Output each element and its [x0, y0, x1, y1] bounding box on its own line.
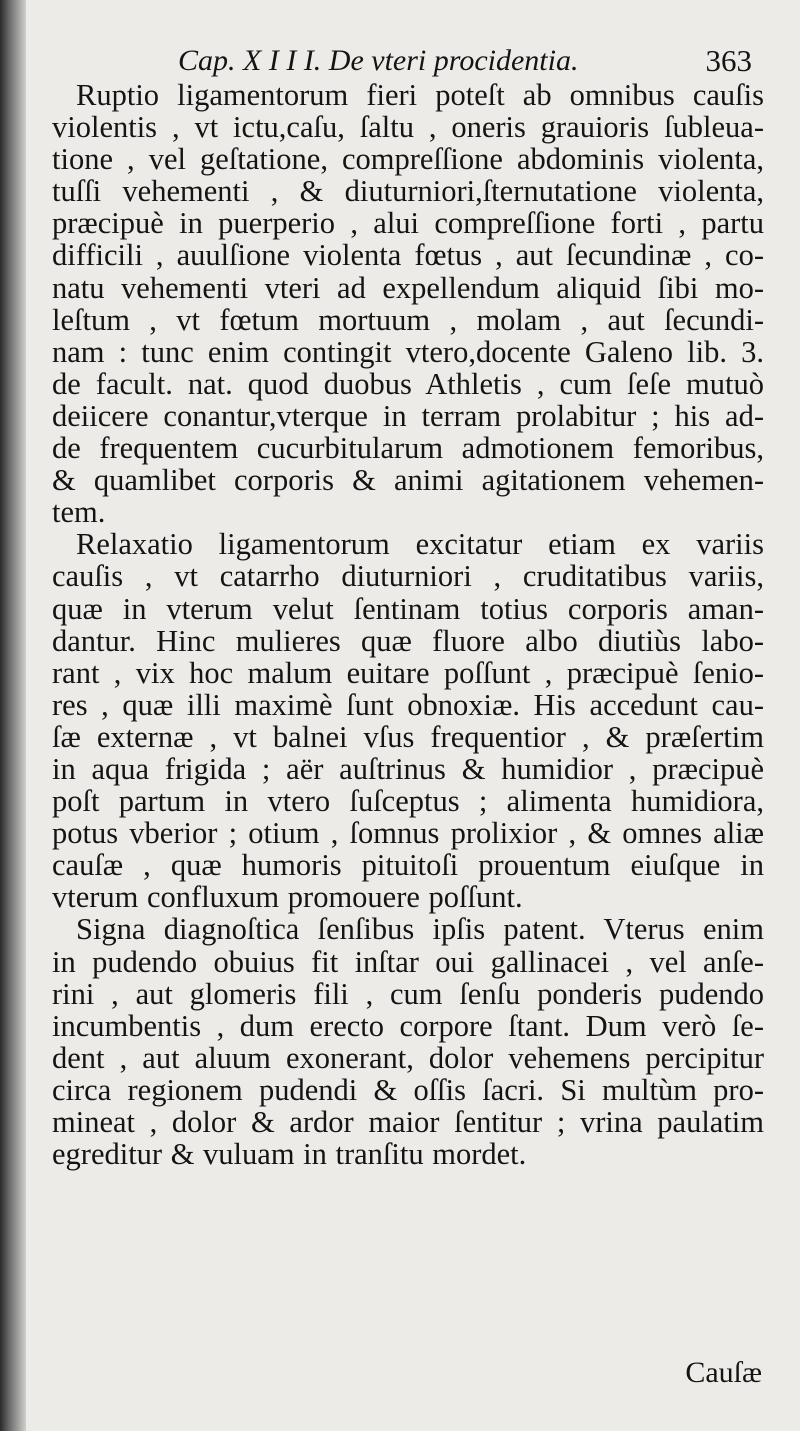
- text-line: de facult. nat. quod duobus Athletis , cum ſeſe mutuò: [52, 366, 764, 401]
- text-line: in pudendo obuius fit inſtar oui gallinacei , vel anſe-: [52, 944, 764, 979]
- paragraph: [52, 528, 764, 913]
- text-line: difficili , auulſione violenta fœtus , aut ſecundinæ , co-: [52, 238, 764, 273]
- text-line: præcipuè in puerperio , alui compreſſione forti , partu: [52, 206, 764, 241]
- text-body: [52, 79, 764, 1170]
- text-line: Ruptio ligamentorum fieri poteſt ab omnibus cauſis: [76, 78, 764, 112]
- paragraph: [52, 913, 764, 1170]
- text-line: quæ in vterum velut ſentinam totius corporis aman-: [52, 591, 764, 626]
- text-line: egreditur & vuluam in tranſitu mordet.: [52, 1137, 527, 1172]
- text-line: tem.: [52, 495, 106, 530]
- text-line: ſæ externæ , vt balnei vſus frequentior , & præſertim: [52, 719, 764, 754]
- running-title: Cap. X I I I. De vteri procidentia.: [178, 44, 579, 77]
- text-line: & quamlibet corporis & animi agitationem vehemen-: [52, 463, 764, 498]
- text-line: circa regionem pudendi & oſſis ſacri. Si multùm pro-: [52, 1072, 764, 1107]
- text-line: tuſſi vehementi , & diuturniori,ſternutatione violenta,: [52, 174, 764, 209]
- text-line: vterum confluxum promouere poſſunt.: [52, 880, 523, 915]
- text-line: res , quæ illi maximè ſunt obnoxiæ. His accedunt cau-: [52, 687, 764, 722]
- text-line: Signa diagnoſtica ſenſibus ipſis patent. Vterus enim: [76, 912, 764, 947]
- page-number: 363: [705, 43, 752, 78]
- text-line: Relaxatio ligamentorum excitatur etiam ex variis: [76, 527, 764, 562]
- text-line: rini , aut glomeris fili , cum ſenſu ponderis pudendo: [52, 976, 764, 1011]
- text-line: potus vberior ; otium , ſomnus prolixior , & omnes aliæ: [52, 816, 764, 851]
- text-line: poſt partum in vtero ſuſceptus ; alimenta humidiora,: [52, 784, 764, 819]
- text-line: cauſis , vt catarrho diuturniori , cruditatibus variis,: [52, 559, 764, 594]
- paragraph: [52, 79, 764, 528]
- text-line: nam : tunc enim contingit vtero,docente Galeno lib. 3.: [52, 334, 764, 369]
- text-line: tione , vel geſtatione, compreſſione abdominis violenta,: [52, 142, 764, 177]
- text-line: incumbentis , dum erecto corpore ſtant. Dum verò ſe-: [52, 1008, 764, 1043]
- text-line: dantur. Hinc mulieres quæ fluore albo diutiùs labo-: [52, 623, 764, 658]
- text-line: natu vehementi vteri ad expellendum aliquid ſibi mo-: [52, 270, 764, 305]
- text-line: leſtum , vt fœtum mortuum , molam , aut ſecundi-: [52, 302, 764, 337]
- text-line: dent , aut aluum exonerant, dolor vehemens percipitur: [52, 1040, 764, 1075]
- text-line: cauſæ , quæ humoris pituitoſi prouentum eiuſque in: [52, 848, 764, 883]
- binding-gutter: [0, 0, 26, 1431]
- catchword: Cauſæ: [685, 1356, 762, 1389]
- text-line: de frequentem cucurbitularum admotionem femoribus,: [52, 431, 764, 466]
- text-line: violentis , vt ictu,caſu, ſaltu , oneris grauioris ſubleua-: [52, 110, 764, 145]
- text-line: rant , vix hoc malum euitare poſſunt , præcipuè ſenio-: [52, 655, 764, 690]
- text-line: mineat , dolor & ardor maior ſentitur ; vrina paulatim: [52, 1105, 764, 1139]
- text-line: in aqua frigida ; aër auſtrinus & humidior , præcipuè: [52, 751, 764, 786]
- text-line: deiicere conantur,vterque in terram prolabitur ; his ad-: [52, 398, 764, 433]
